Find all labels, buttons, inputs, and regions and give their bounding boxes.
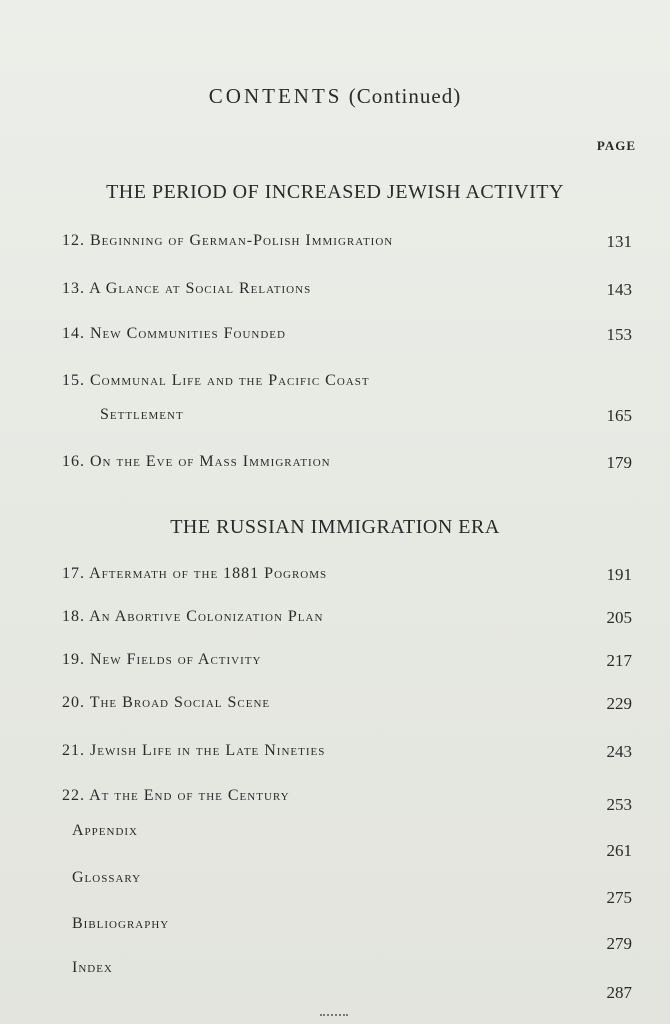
- entry-title: On the Eve of Mass Immigration: [90, 453, 331, 470]
- entry-title-cont: Settlement: [100, 406, 184, 423]
- entry-title: Aftermath of the 1881 Pogroms: [89, 565, 328, 582]
- entry-number: 13.: [62, 280, 85, 297]
- entry-title: A Glance at Social Relations: [89, 280, 312, 297]
- entry-page: 165: [606, 406, 632, 425]
- entry-page: 131: [606, 232, 632, 251]
- back-matter-entry[interactable]: [72, 822, 632, 860]
- entry-title: Communal Life and the Pacific Coast: [90, 372, 370, 389]
- entry-page: 275: [606, 888, 632, 907]
- entry-title: At the End of the Century: [89, 787, 290, 804]
- entry-page: 205: [606, 608, 632, 627]
- entry-page: 253: [606, 795, 632, 814]
- toc-entry[interactable]: [62, 787, 632, 814]
- back-matter-entry[interactable]: [72, 915, 632, 953]
- entry-page: 287: [606, 983, 632, 1002]
- entry-title: New Communities Founded: [90, 325, 286, 342]
- entry-page: 143: [606, 280, 632, 299]
- entry-number: 18.: [62, 608, 85, 625]
- entry-title: Jewish Life in the Late Nineties: [90, 742, 326, 759]
- entry-page: 229: [606, 694, 632, 713]
- section-title: THE RUSSIAN IMMIGRATION ERA: [170, 516, 500, 538]
- entry-number: 20.: [62, 694, 85, 711]
- entry-page: 153: [606, 325, 632, 344]
- toc-entry[interactable]: [62, 694, 632, 712]
- entry-title: Beginning of German-Polish Immigration: [90, 232, 394, 249]
- entry-page: 243: [606, 742, 632, 761]
- entry-number: 14.: [62, 325, 85, 342]
- entry-title: Appendix: [72, 822, 139, 839]
- entry-number: 15.: [62, 372, 85, 389]
- entry-number: 19.: [62, 651, 85, 668]
- entry-title: An Abortive Colonization Plan: [89, 608, 324, 625]
- entry-number: 22.: [62, 787, 85, 804]
- entry-title: Index: [72, 959, 113, 976]
- contents-title: [0, 84, 670, 109]
- back-matter-entry[interactable]: [72, 959, 632, 1002]
- entry-page: 217: [606, 651, 632, 670]
- entry-title: New Fields of Activity: [90, 651, 262, 668]
- entry-title: Glossary: [72, 869, 142, 886]
- toc-entry[interactable]: [62, 742, 632, 760]
- entry-page: 179: [606, 453, 632, 472]
- page-bottom-ornament: [320, 1014, 348, 1024]
- section-title: THE PERIOD OF INCREASED JEWISH ACTIVITY: [106, 181, 564, 203]
- toc-entry[interactable]: [62, 608, 632, 626]
- toc-entry[interactable]: [62, 453, 632, 471]
- entry-page: 191: [606, 565, 632, 584]
- back-matter-entry[interactable]: [72, 869, 632, 907]
- entry-title: The Broad Social Scene: [89, 694, 271, 711]
- toc-entry[interactable]: [62, 651, 632, 669]
- entry-number: 21.: [62, 742, 85, 759]
- toc-entry-continued[interactable]: [62, 406, 632, 424]
- entry-number: 17.: [62, 565, 85, 582]
- contents-subheading: (Continued): [348, 84, 462, 108]
- toc-entry[interactable]: [62, 372, 632, 390]
- toc-entry[interactable]: [62, 325, 632, 343]
- entry-number: 16.: [62, 453, 85, 470]
- entry-page: 261: [606, 841, 632, 860]
- entry-number: 12.: [62, 232, 85, 249]
- entry-title: Bibliography: [72, 915, 170, 932]
- entry-page: 279: [606, 934, 632, 953]
- toc-entry[interactable]: [62, 280, 632, 298]
- toc-entry[interactable]: [62, 232, 632, 250]
- contents-heading: CONTENTS: [208, 84, 343, 108]
- toc-entry[interactable]: [62, 565, 632, 583]
- page-column-label: PAGE: [596, 138, 636, 153]
